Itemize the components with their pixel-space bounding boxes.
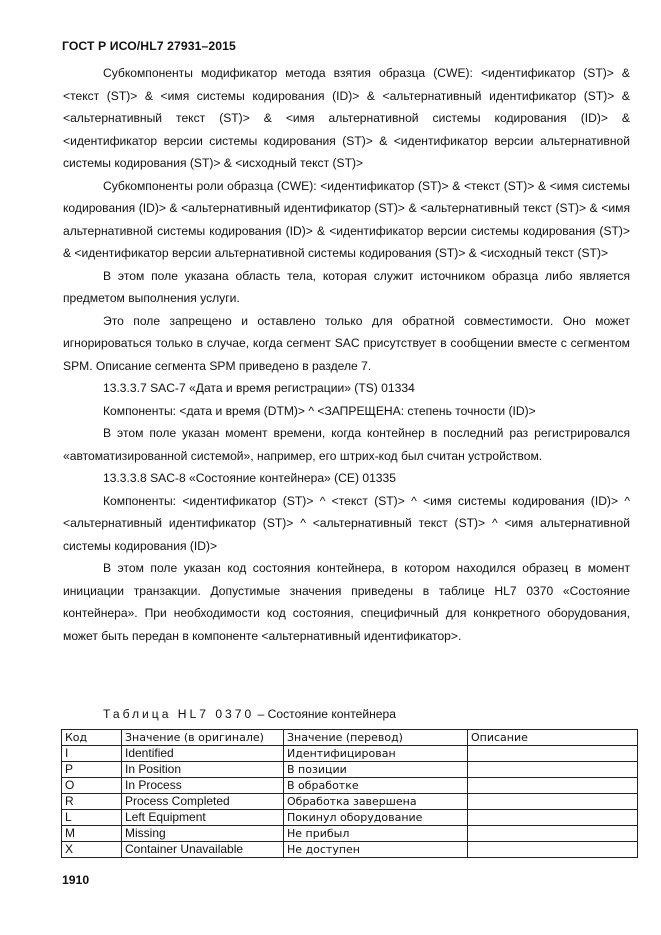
column-header-description: Описание	[468, 730, 638, 746]
column-header-translation: Значение (перевод)	[284, 730, 468, 746]
cell-description	[468, 810, 638, 826]
table-caption	[103, 707, 396, 721]
table-caption-label: Таблица HL7 0370	[103, 707, 255, 721]
table-header-row	[62, 730, 638, 746]
table-row	[62, 778, 638, 794]
cell-description	[468, 842, 638, 858]
standard-header: ГОСТ Р ИСО/HL7 27931–2015	[62, 39, 236, 53]
paragraph-sac8-components: Компоненты: <идентификатор (ST)> ^ <текст (ST)> ^ <имя системы кодирования (ID)> ^ <альтернативный идентификатор (ST)> ^ <альтернативный текст (ST)> ^ <имя альтернативной системы кодирования (ID)>	[63, 493, 630, 553]
container-status-table	[61, 729, 638, 858]
paragraph-sac8-description: В этом поле указан код состояния контейнера, в котором находился образец в момент инициации транзакции. Допустимые значения приведены в таблице HL7 0370 «Состояние контейнера». При необходимости код состояния, специфичный для конкретного оборудования, может быть передан в компоненте <альтернативный идентификатор>.	[63, 561, 630, 643]
section-heading-sac7: 13.3.3.7 SAC-7 «Дата и время регистрации» (TS) 01334	[103, 381, 415, 395]
page-number: 1910	[62, 873, 90, 887]
cell-code: P	[62, 762, 122, 778]
body-text	[63, 62, 630, 647]
paragraph-sample-role: Субкомпоненты роли образца (CWE): <идентификатор (ST)> & <текст (ST)> & <имя системы кодирования (ID)> & <альтернативный идентификатор (ST)> & <альтернативный текст (ST)> & <имя альтернативной системы кодирования (ID)> & <идентификатор версии системы кодирования (ST)> & <идентификатор версии альтернативной системы кодирования (ST)> & <исходный текст (ST)>	[63, 178, 630, 260]
table-caption-text: – Состояние контейнера	[254, 707, 396, 721]
cell-translation: Не доступен	[284, 842, 468, 858]
cell-code: X	[62, 842, 122, 858]
cell-original: In Process	[122, 778, 284, 794]
cell-original: Container Unavailable	[122, 842, 284, 858]
table-row	[62, 746, 638, 762]
column-header-original: Значение (в оригинале)	[122, 730, 284, 746]
paragraph-compatibility-note: Это поле запрещено и оставлено только для обратной совместимости. Оно может игнорироваться только в случае, когда сегмент SAC присутствует в сообщении вместе с сегментом SPM. Описание сегмента SPM приведено в разделе 7.	[63, 313, 630, 373]
cell-description	[468, 778, 638, 794]
paragraph-sample-method-modifier: Субкомпоненты модификатор метода взятия образца (CWE): <идентификатор (ST)> & <текст (ST)> & <имя системы кодирования (ID)> & <альтернативный идентификатор (ST)> & <альтернативный текст (ST)> & <имя альтернативной системы кодирования (ID)> & <идентификатор версии системы кодирования (ST)> & <идентификатор версии альтернативной системы кодирования (ST)> & <исходный текст (ST)>	[63, 66, 630, 170]
cell-code: M	[62, 826, 122, 842]
cell-original: Left Equipment	[122, 810, 284, 826]
cell-original: Missing	[122, 826, 284, 842]
table-row	[62, 794, 638, 810]
table-row	[62, 826, 638, 842]
cell-original: In Position	[122, 762, 284, 778]
paragraph-body-area: В этом поле указана область тела, которая служит источником образца либо является предметом выполнения услуги.	[63, 268, 630, 305]
cell-translation: В позиции	[284, 762, 468, 778]
cell-code: R	[62, 794, 122, 810]
cell-code: O	[62, 778, 122, 794]
table-row	[62, 842, 638, 858]
table-row	[62, 762, 638, 778]
paragraph-sac7-description: В этом поле указан момент времени, когда контейнер в последний раз регистрировался «автоматизированной системой», например, его штрих-код был считан устройством.	[63, 426, 630, 463]
cell-translation: В обработке	[284, 778, 468, 794]
cell-description	[468, 794, 638, 810]
section-heading-sac8: 13.3.3.8 SAC-8 «Состояние контейнера» (CE) 01335	[103, 471, 396, 485]
table-row	[62, 810, 638, 826]
cell-description	[468, 746, 638, 762]
cell-code: I	[62, 746, 122, 762]
cell-description	[468, 762, 638, 778]
cell-translation: Идентифицирован	[284, 746, 468, 762]
cell-translation: Не прибыл	[284, 826, 468, 842]
column-header-code: Код	[62, 730, 122, 746]
paragraph-sac7-components: Компоненты: <дата и время (DTM)> ^ <ЗАПРЕЩЕНА: степень точности (ID)>	[103, 403, 536, 418]
cell-original: Process Completed	[122, 794, 284, 810]
cell-translation: Покинул оборудование	[284, 810, 468, 826]
cell-description	[468, 826, 638, 842]
cell-translation: Обработка завершена	[284, 794, 468, 810]
cell-code: L	[62, 810, 122, 826]
cell-original: Identified	[122, 746, 284, 762]
